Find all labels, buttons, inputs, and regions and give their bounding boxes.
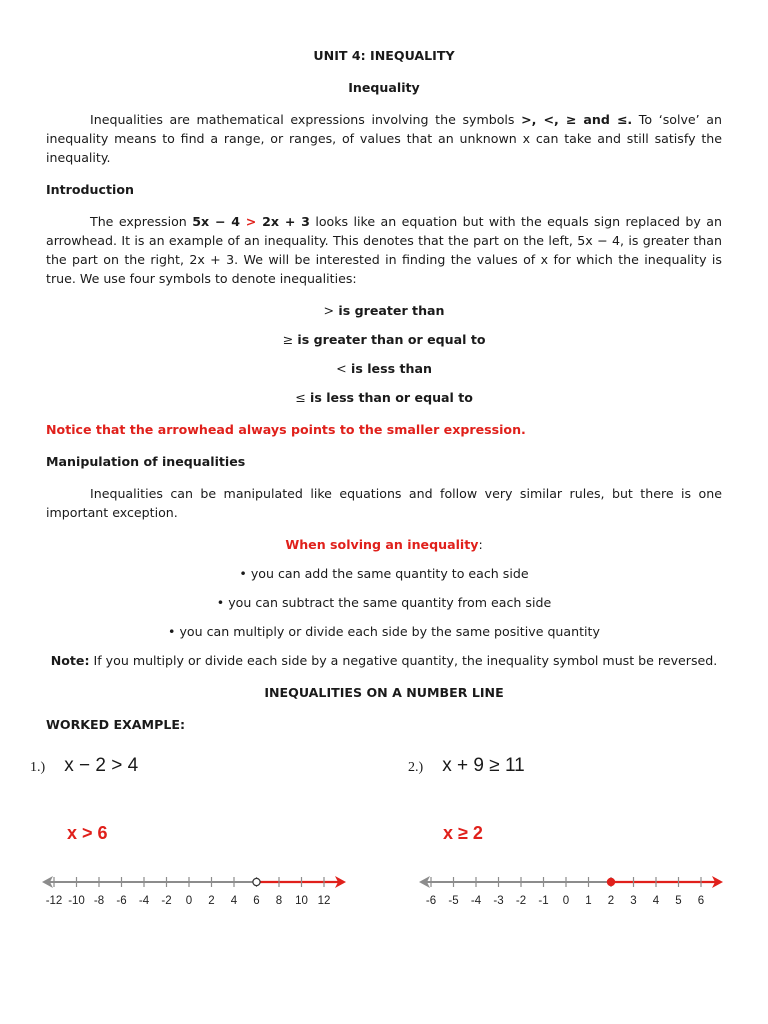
tick-label: 3 <box>630 895 637 907</box>
tick-label: 1 <box>585 895 592 907</box>
tick-label: 8 <box>275 895 283 907</box>
tick-label: -4 <box>138 895 150 907</box>
tick-label: -1 <box>538 895 549 907</box>
tick-label: 2 <box>607 895 615 907</box>
tick-label: 0 <box>562 895 570 907</box>
note-paragraph: Note: If you multiply or divide each side by a negative quantity, the inequality symbol must be reversed. <box>50 653 718 668</box>
symbol-greater-equal: ≥ is greater than or equal to <box>282 332 486 347</box>
number-line-heading: INEQUALITIES ON A NUMBER LINE <box>264 685 504 700</box>
example-number: 2.) <box>408 760 424 775</box>
expression-left: 5x − 4 <box>192 214 240 229</box>
closed-endpoint <box>607 878 614 885</box>
tick-label: 6 <box>697 895 705 907</box>
intro-text-end: To ‘solve’ an inequality means to find a range, or ranges, of values that an unknown x can take and still satisfy the inequality. <box>46 112 722 165</box>
symbol-greater-than: > is greater than <box>323 303 445 318</box>
introduction-text-start: The expression <box>90 214 193 229</box>
page-subtitle: Inequality <box>348 80 420 95</box>
example-number: 1.) <box>30 760 46 775</box>
example-inequality: x − 2 > 4 <box>64 755 139 776</box>
tick-label: -8 <box>93 895 105 907</box>
tick-label: 5 <box>675 895 682 907</box>
symbol-less-equal: ≤ is less than or equal to <box>295 390 473 405</box>
page-title: UNIT 4: INEQUALITY <box>313 48 455 63</box>
rules-heading: When solving an inequality: <box>285 537 483 552</box>
document-page <box>46 44 722 734</box>
tick-label: 10 <box>295 895 308 907</box>
intro-symbols: >, <, ≥ and ≤. <box>521 112 633 127</box>
notice-text: Notice that the arrowhead always points to the smaller expression. <box>46 422 526 437</box>
manipulation-heading: Manipulation of inequalities <box>46 454 246 469</box>
manipulation-paragraph: Inequalities can be manipulated like equations and follow very similar rules, but there is one important exception. <box>46 486 722 520</box>
example-2 <box>408 755 525 777</box>
rule-item: • you can subtract the same quantity from each side <box>216 595 552 610</box>
symbol-less-than: < is less than <box>336 361 432 376</box>
intro-text-start: Inequalities are mathematical expressions involving the symbols <box>90 112 522 127</box>
tick-label: -10 <box>68 895 85 907</box>
rule-item: • you can add the same quantity to each side <box>239 566 529 581</box>
tick-label: -12 <box>45 895 63 907</box>
tick-label: 12 <box>317 895 331 907</box>
worked-example-heading: WORKED EXAMPLE: <box>46 717 185 732</box>
tick-label: 4 <box>652 895 660 907</box>
introduction-text-end: looks like an equation but with the equals sign replaced by an arrowhead. It is an example of an inequality. This denotes that the part on the left, 5x − 4, is greater than the part on the right, 2x + 3. We will be interested in finding the values of x for which the inequality is true. We use four symbols to denote inequalities: <box>46 214 722 286</box>
tick-label: -6 <box>116 895 127 907</box>
tick-label: -3 <box>493 895 504 907</box>
rule-item: • you can multiply or divide each side by the same positive quantity <box>168 624 600 639</box>
tick-label: -2 <box>161 895 172 907</box>
tick-label: -4 <box>470 895 482 907</box>
tick-label: -6 <box>425 895 437 907</box>
tick-label: 2 <box>208 895 215 907</box>
introduction-heading: Introduction <box>46 182 134 197</box>
number-line-1 <box>36 866 366 910</box>
expression-right: 2x + 3 <box>262 214 310 229</box>
example-2-solution: x ≥ 2 <box>443 823 483 843</box>
example-inequality: x + 9 ≥ 11 <box>442 755 525 776</box>
number-line-2 <box>413 866 743 910</box>
example-1-solution: x > 6 <box>67 823 108 843</box>
introduction-paragraph <box>46 212 722 288</box>
tick-label: 6 <box>253 895 260 907</box>
tick-label: -5 <box>448 895 459 907</box>
tick-label: -2 <box>515 895 527 907</box>
tick-label: 0 <box>185 895 193 907</box>
tick-label: 4 <box>230 895 238 907</box>
intro-paragraph <box>46 110 722 167</box>
example-1 <box>30 755 138 777</box>
expression-operator: > <box>245 214 257 229</box>
open-endpoint <box>253 878 260 885</box>
